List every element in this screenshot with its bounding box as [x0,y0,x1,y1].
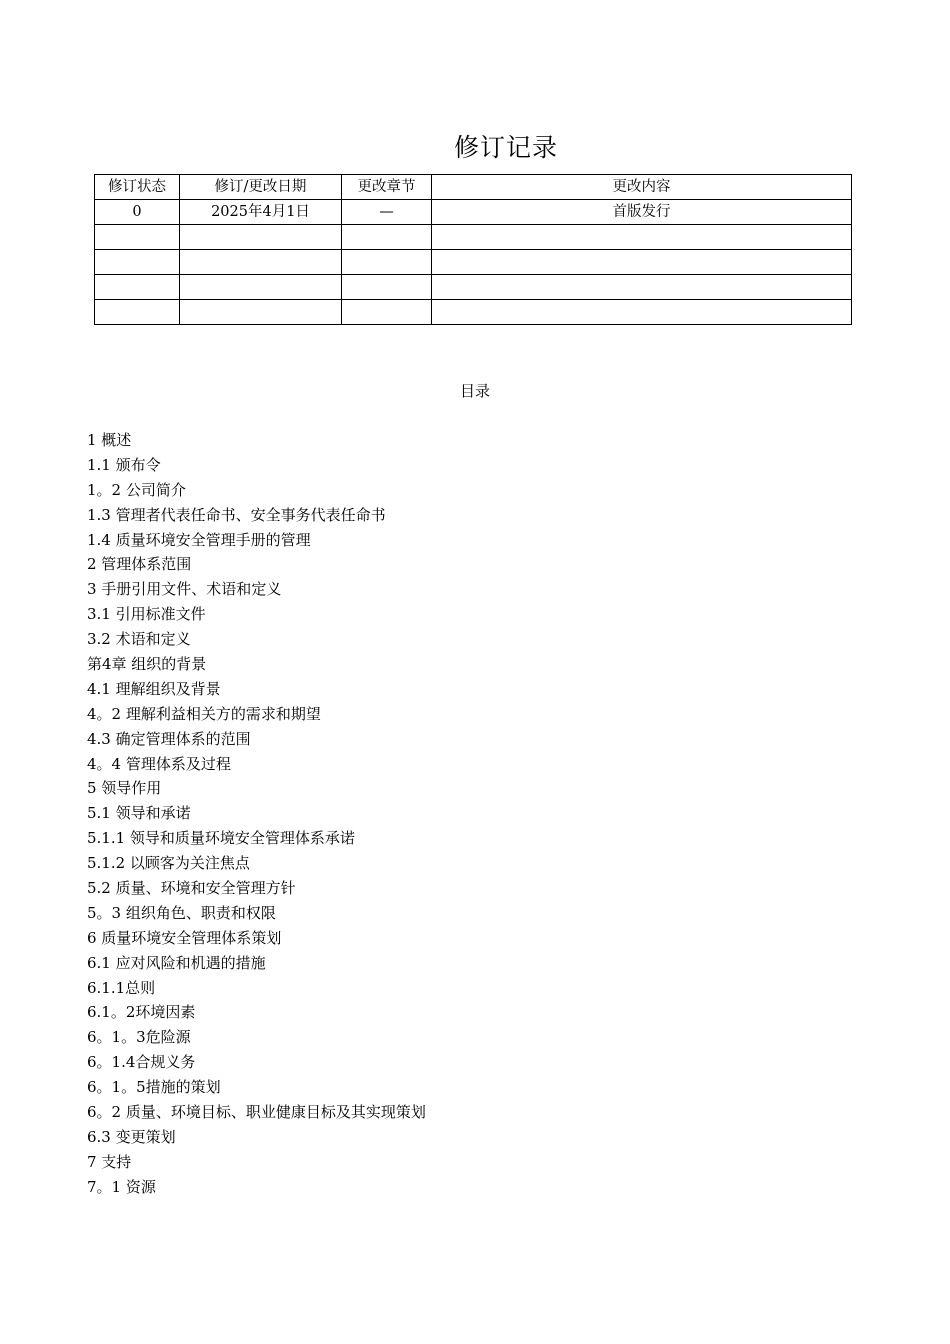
toc-item[interactable]: 4。2 理解利益相关方的需求和期望 [87,704,321,723]
toc-item[interactable]: 6。1。3危险源 [87,1028,191,1047]
page-title: 修订记录 [453,133,558,162]
toc-item[interactable]: 1.4 质量环境安全管理手册的管理 [87,530,311,549]
toc-item[interactable]: 6。1。5措施的策划 [87,1078,221,1097]
header-revision-date: 修订/更改日期 [180,175,342,200]
table-cell [95,300,180,325]
toc-item[interactable]: 6.1。2环境因素 [87,1003,196,1022]
toc-item[interactable]: 1.3 管理者代表任命书、安全事务代表任命书 [87,505,386,524]
toc-item[interactable]: 5.2 质量、环境和安全管理方针 [87,879,296,898]
table-cell [180,300,342,325]
table-cell [432,225,852,250]
header-changed-section: 更改章节 [342,175,432,200]
toc-item[interactable]: 4。4 管理体系及过程 [87,754,231,773]
toc-item[interactable]: 4.1 理解组织及背景 [87,679,221,698]
toc-item[interactable]: 5 领导作用 [87,779,162,798]
table-cell [95,250,180,275]
table-cell [342,250,432,275]
toc-item[interactable]: 6。1.4合规义务 [87,1053,196,1072]
table-cell [180,275,342,300]
toc-item[interactable]: 7。1 资源 [87,1177,156,1196]
table-cell [432,300,852,325]
toc-item[interactable]: 4.3 确定管理体系的范围 [87,729,251,748]
toc-item[interactable]: 7 支持 [87,1152,132,1171]
toc-item[interactable]: 1。2 公司简介 [87,480,186,499]
toc-item[interactable]: 第4章 组织的背景 [87,655,207,674]
table-row [95,225,852,250]
table-cell [432,250,852,275]
toc-item[interactable]: 1 概述 [87,431,132,449]
toc-item[interactable]: 5。3 组织角色、职责和权限 [87,903,276,922]
toc-item[interactable]: 5.1 领导和承诺 [87,804,191,823]
table-cell [95,275,180,300]
toc-item[interactable]: 5.1.1 领导和质量环境安全管理体系承诺 [87,829,355,848]
toc-item[interactable]: 3 手册引用文件、术语和定义 [87,580,282,599]
table-row [95,300,852,325]
toc-item[interactable]: 3.2 术语和定义 [87,630,191,649]
toc-item[interactable]: 2 管理体系范围 [87,555,192,574]
toc-item[interactable]: 5.1.2 以顾客为关注焦点 [87,854,250,873]
revision-table [94,174,852,325]
toc-item[interactable]: 6.3 变更策划 [87,1127,176,1146]
table-cell: 首版发行 [432,200,852,225]
table-row [95,200,852,225]
table-cell [180,250,342,275]
table-cell [342,225,432,250]
toc-item[interactable]: 6.1 应对风险和机遇的措施 [87,953,266,972]
toc-list [87,428,426,1200]
table-cell: 0 [95,200,180,225]
table-cell [180,225,342,250]
toc-item[interactable]: 6.1.1总则 [87,978,156,997]
table-cell: 2025年4月1日 [180,200,342,225]
toc-item[interactable]: 1.1 颁布令 [87,455,161,474]
table-cell: — [342,200,432,225]
toc-heading: 目录 [459,382,490,400]
header-revision-status: 修订状态 [95,175,180,200]
toc-item[interactable]: 3.1 引用标准文件 [87,605,206,624]
table-cell [342,275,432,300]
table-cell [342,300,432,325]
table-cell [95,225,180,250]
table-header-row [95,175,852,200]
header-change-content: 更改内容 [432,175,852,200]
toc-item[interactable]: 6 质量环境安全管理体系策划 [87,928,282,947]
table-cell [432,275,852,300]
table-row [95,250,852,275]
toc-item[interactable]: 6。2 质量、环境目标、职业健康目标及其实现策划 [87,1103,426,1122]
table-row [95,275,852,300]
